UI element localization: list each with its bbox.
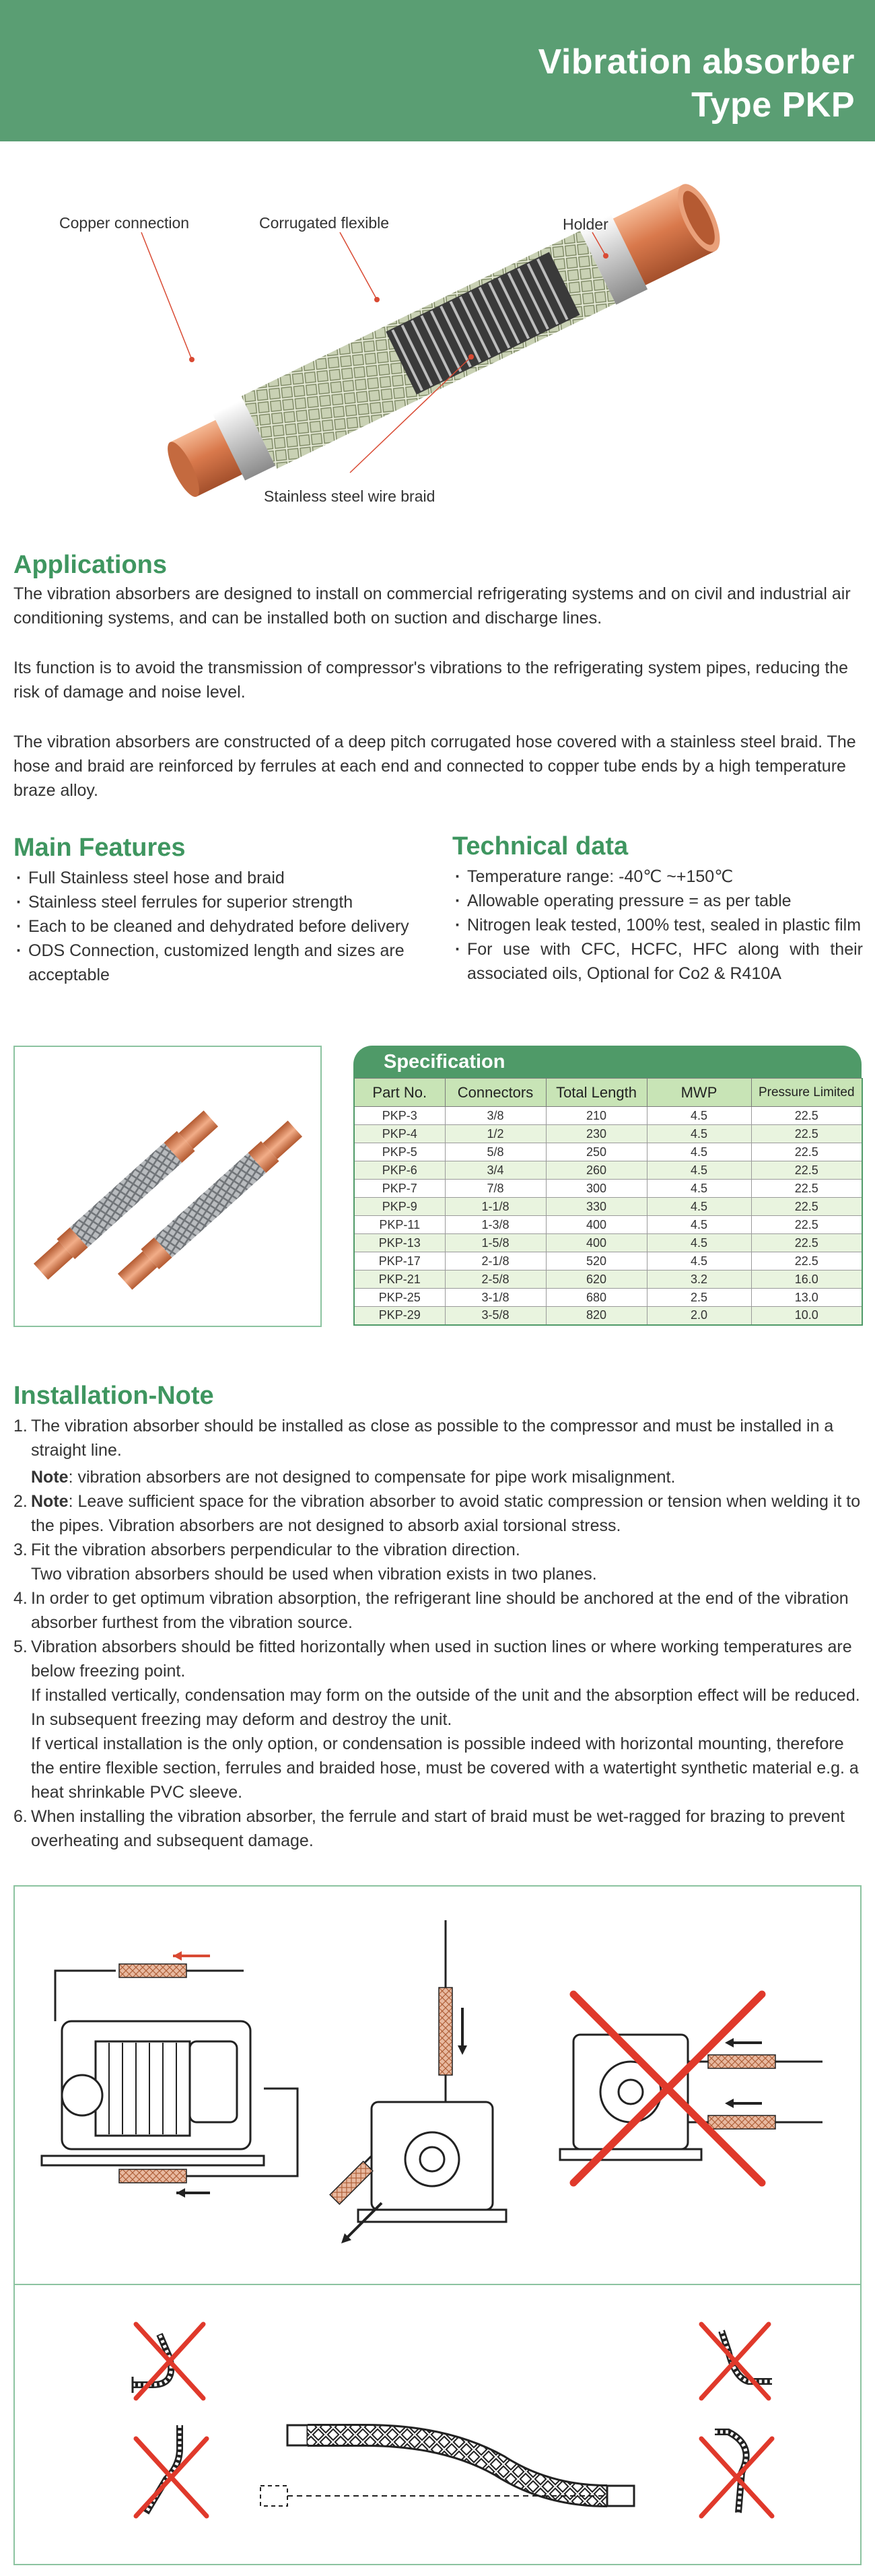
product-photo-frame [13,1046,322,1327]
specification-table [353,1078,863,1326]
technical-item: · Temperature range: -40℃ ~+150℃ [452,865,863,889]
table-header-row [354,1079,862,1107]
part-no-cell: PKP-7 [354,1180,445,1198]
mwp-cell: 2.5 [647,1289,751,1307]
note-subtext: Two vibration absorbers should be used when vibration exists in two planes. [31,1565,597,1584]
part-no-cell: PKP-4 [354,1125,445,1143]
main-features-heading: Main Features [13,834,186,862]
technical-item: · Allowable operating pressure = as per table [452,889,863,913]
column-header-mwp: MWP [647,1079,751,1107]
total-length-cell: 250 [546,1143,647,1161]
specification-table-panel [353,1046,862,1326]
connectors-cell: 3/4 [445,1161,546,1180]
mwp-cell: 4.5 [647,1216,751,1234]
mwp-cell: 4.5 [647,1198,751,1216]
part-no-cell: PKP-3 [354,1107,445,1125]
note-text: When installing the vibration absorber, the ferrule and start of braid must be wet-ragged for brazing to prevent overheating and subsequent damage. [31,1807,845,1850]
note-text: : vibration absorbers are not designed to compensate for pipe work misalignment. [68,1468,676,1487]
table-row [354,1198,862,1216]
pressure-limited-cell: 22.5 [751,1161,862,1180]
product-photo [15,1047,320,1326]
specification-heading: Specification [353,1046,862,1078]
note-number: 3. [13,1540,28,1559]
mwp-cell: 4.5 [647,1143,751,1161]
total-length-cell: 300 [546,1180,647,1198]
installation-note-heading: Installation-Note [13,1382,214,1410]
note-subtext: If vertical installation is the only option, or condensation is possible indeed with horizontal mounting, therefore the entire flexible section, ferrules and braided hose, must be covered with a watertight synthetic material e.g. a heat shrinkable PVC sleeve. [31,1734,859,1802]
note-text: Vibration absorbers should be fitted horizontally when used in suction lines or where working temperatures are below freezing point. [31,1637,852,1681]
hero-illustration [0,155,875,532]
total-length-cell: 330 [546,1198,647,1216]
technical-data-list [452,865,863,986]
corrugated-flexible-label: Corrugated flexible [259,214,390,232]
compressor-correct-left [42,1971,298,2176]
pressure-limited-cell: 22.5 [751,1143,862,1161]
table-row [354,1143,862,1161]
mwp-cell: 3.2 [647,1270,751,1289]
note-number: 6. [13,1807,28,1826]
part-no-cell: PKP-5 [354,1143,445,1161]
connectors-cell: 2-5/8 [445,1270,546,1289]
feature-item: · Each to be cleaned and dehydrated before delivery [13,914,424,939]
part-no-cell: PKP-29 [354,1307,445,1325]
note-text: The vibration absorber should be installed as close as possible to the compressor and must be installed in a straight line. [31,1417,834,1460]
braid-label: Stainless steel wire braid [264,487,435,505]
pressure-limited-cell: 22.5 [751,1198,862,1216]
main-features-list [13,866,424,987]
note-subtext [31,1465,868,1489]
total-length-cell: 820 [546,1307,647,1325]
applications-paragraph-3: The vibration absorbers are constructed of a deep pitch corrugated hose covered with a stainless steel braid. The hose and braid are reinforced by ferrules at each end and connected to copper tube ends by a high temperature braze alloy. [13,733,856,800]
part-no-cell: PKP-21 [354,1270,445,1289]
specification-table-body [354,1107,862,1325]
pressure-limited-cell: 22.5 [751,1234,862,1252]
installation-diagram [15,1887,860,2564]
connectors-cell: 3-5/8 [445,1307,546,1325]
wrong-bend-top-left [133,2324,203,2398]
connectors-cell: 7/8 [445,1180,546,1198]
mwp-cell: 4.5 [647,1180,751,1198]
note-text: Fit the vibration absorbers perpendicular to the vibration direction. [31,1540,520,1559]
table-row [354,1216,862,1234]
note-number: 2. [13,1492,28,1511]
note-text: : Leave sufficient space for the vibration absorber to avoid static compression or tension when welding it to the pipes. Vibration absorbers are not designed to absorb axial torsional stress. [31,1492,861,1535]
part-no-cell: PKP-11 [354,1216,445,1234]
mwp-cell: 4.5 [647,1252,751,1270]
part-no-cell: PKP-6 [354,1161,445,1180]
wrong-bend-top-right [701,2324,772,2398]
connectors-cell: 3-1/8 [445,1289,546,1307]
mwp-cell: 4.5 [647,1125,751,1143]
mwp-cell: 2.0 [647,1307,751,1325]
connectors-cell: 1-3/8 [445,1216,546,1234]
holder-label: Holder [563,215,608,233]
installation-note-item [13,1489,868,1538]
column-header-connectors: Connectors [445,1079,546,1107]
mwp-cell: 4.5 [647,1234,751,1252]
copper-connection-label: Copper connection [59,214,190,232]
pressure-limited-cell: 22.5 [751,1252,862,1270]
wrong-bend-bottom-right [701,2432,772,2516]
total-length-cell: 400 [546,1234,647,1252]
part-no-cell: PKP-25 [354,1289,445,1307]
note-number: 5. [13,1637,28,1656]
table-row [354,1161,862,1180]
pressure-limited-cell: 10.0 [751,1307,862,1325]
total-length-cell: 230 [546,1125,647,1143]
connectors-cell: 5/8 [445,1143,546,1161]
note-label: Note [31,1468,69,1487]
technical-item: · Nitrogen leak tested, 100% test, sealed in plastic film [452,913,863,937]
page-header [0,0,875,141]
total-length-cell: 520 [546,1252,647,1270]
installation-note-item [13,1804,868,1853]
installation-diagram-frame [13,1885,862,2565]
installation-note-item [13,1635,868,1804]
applications-paragraph-2: Its function is to avoid the transmission of compressor's vibrations to the refrigerating system pipes, reducing the risk of damage and noise level. [13,658,849,702]
table-row [354,1125,862,1143]
total-length-cell: 400 [546,1216,647,1234]
note-number: 1. [13,1417,28,1435]
table-row [354,1180,862,1198]
installation-notes-list [13,1414,868,1853]
feature-item: · Stainless steel ferrules for superior strength [13,890,424,914]
connectors-cell: 1-5/8 [445,1234,546,1252]
part-no-cell: PKP-17 [354,1252,445,1270]
table-row [354,1252,862,1270]
connectors-cell: 2-1/8 [445,1252,546,1270]
pressure-limited-cell: 22.5 [751,1107,862,1125]
wrong-bend-bottom-left [136,2425,207,2516]
vibration-absorber-cutaway-image [0,155,875,532]
pressure-limited-cell: 22.5 [751,1125,862,1143]
connectors-cell: 1/2 [445,1125,546,1143]
correct-hose-center [260,2425,634,2506]
note-subtext: If installed vertically, condensation may form on the outside of the unit and the absorption effect will be reduced. In subsequent freezing may deform and destroy the unit. [31,1686,860,1729]
installation-note-item [13,1586,868,1635]
pressure-limited-cell: 13.0 [751,1289,862,1307]
table-row [354,1107,862,1125]
technical-data-heading: Technical data [452,832,629,860]
table-row [354,1289,862,1307]
pressure-limited-cell: 16.0 [751,1270,862,1289]
total-length-cell: 620 [546,1270,647,1289]
applications-heading: Applications [13,551,168,579]
part-no-cell: PKP-13 [354,1234,445,1252]
pressure-limited-cell: 22.5 [751,1180,862,1198]
installation-note-item [13,1414,868,1489]
total-length-cell: 260 [546,1161,647,1180]
connectors-cell: 1-1/8 [445,1198,546,1216]
part-no-cell: PKP-9 [354,1198,445,1216]
column-header-pressure-limited: Pressure Limited [751,1079,862,1107]
pressure-limited-cell: 22.5 [751,1216,862,1234]
compressor-correct-middle [358,1920,506,2222]
technical-item: · For use with CFC, HCFC, HFC along with their associated oils, Optional for Co2 & R410A [452,937,863,986]
applications-paragraph-1: The vibration absorbers are designed to install on commercial refrigerating systems and on civil and industrial air conditioning systems, and can be installed both on suction and discharge lines. [13,584,851,628]
page-subtitle: Type PKP [691,86,855,125]
table-row [354,1270,862,1289]
total-length-cell: 680 [546,1289,647,1307]
feature-item: · ODS Connection, customized length and sizes are acceptable [13,939,424,987]
page-title: Vibration absorber [538,42,855,81]
column-header-part-no: Part No. [354,1079,445,1107]
compressor-wrong-right [560,2035,823,2160]
mwp-cell: 4.5 [647,1107,751,1125]
installation-note-item [13,1538,868,1586]
note-label: Note [31,1492,69,1511]
connectors-cell: 3/8 [445,1107,546,1125]
total-length-cell: 210 [546,1107,647,1125]
table-row [354,1234,862,1252]
mwp-cell: 4.5 [647,1161,751,1180]
note-number: 4. [13,1589,28,1608]
feature-item: · Full Stainless steel hose and braid [13,866,424,890]
note-text: In order to get optimum vibration absorption, the refrigerant line should be anchored at the end of the vibration absorber furthest from the vibration source. [31,1589,849,1632]
table-row [354,1307,862,1325]
column-header-total-length: Total Length [546,1079,647,1107]
